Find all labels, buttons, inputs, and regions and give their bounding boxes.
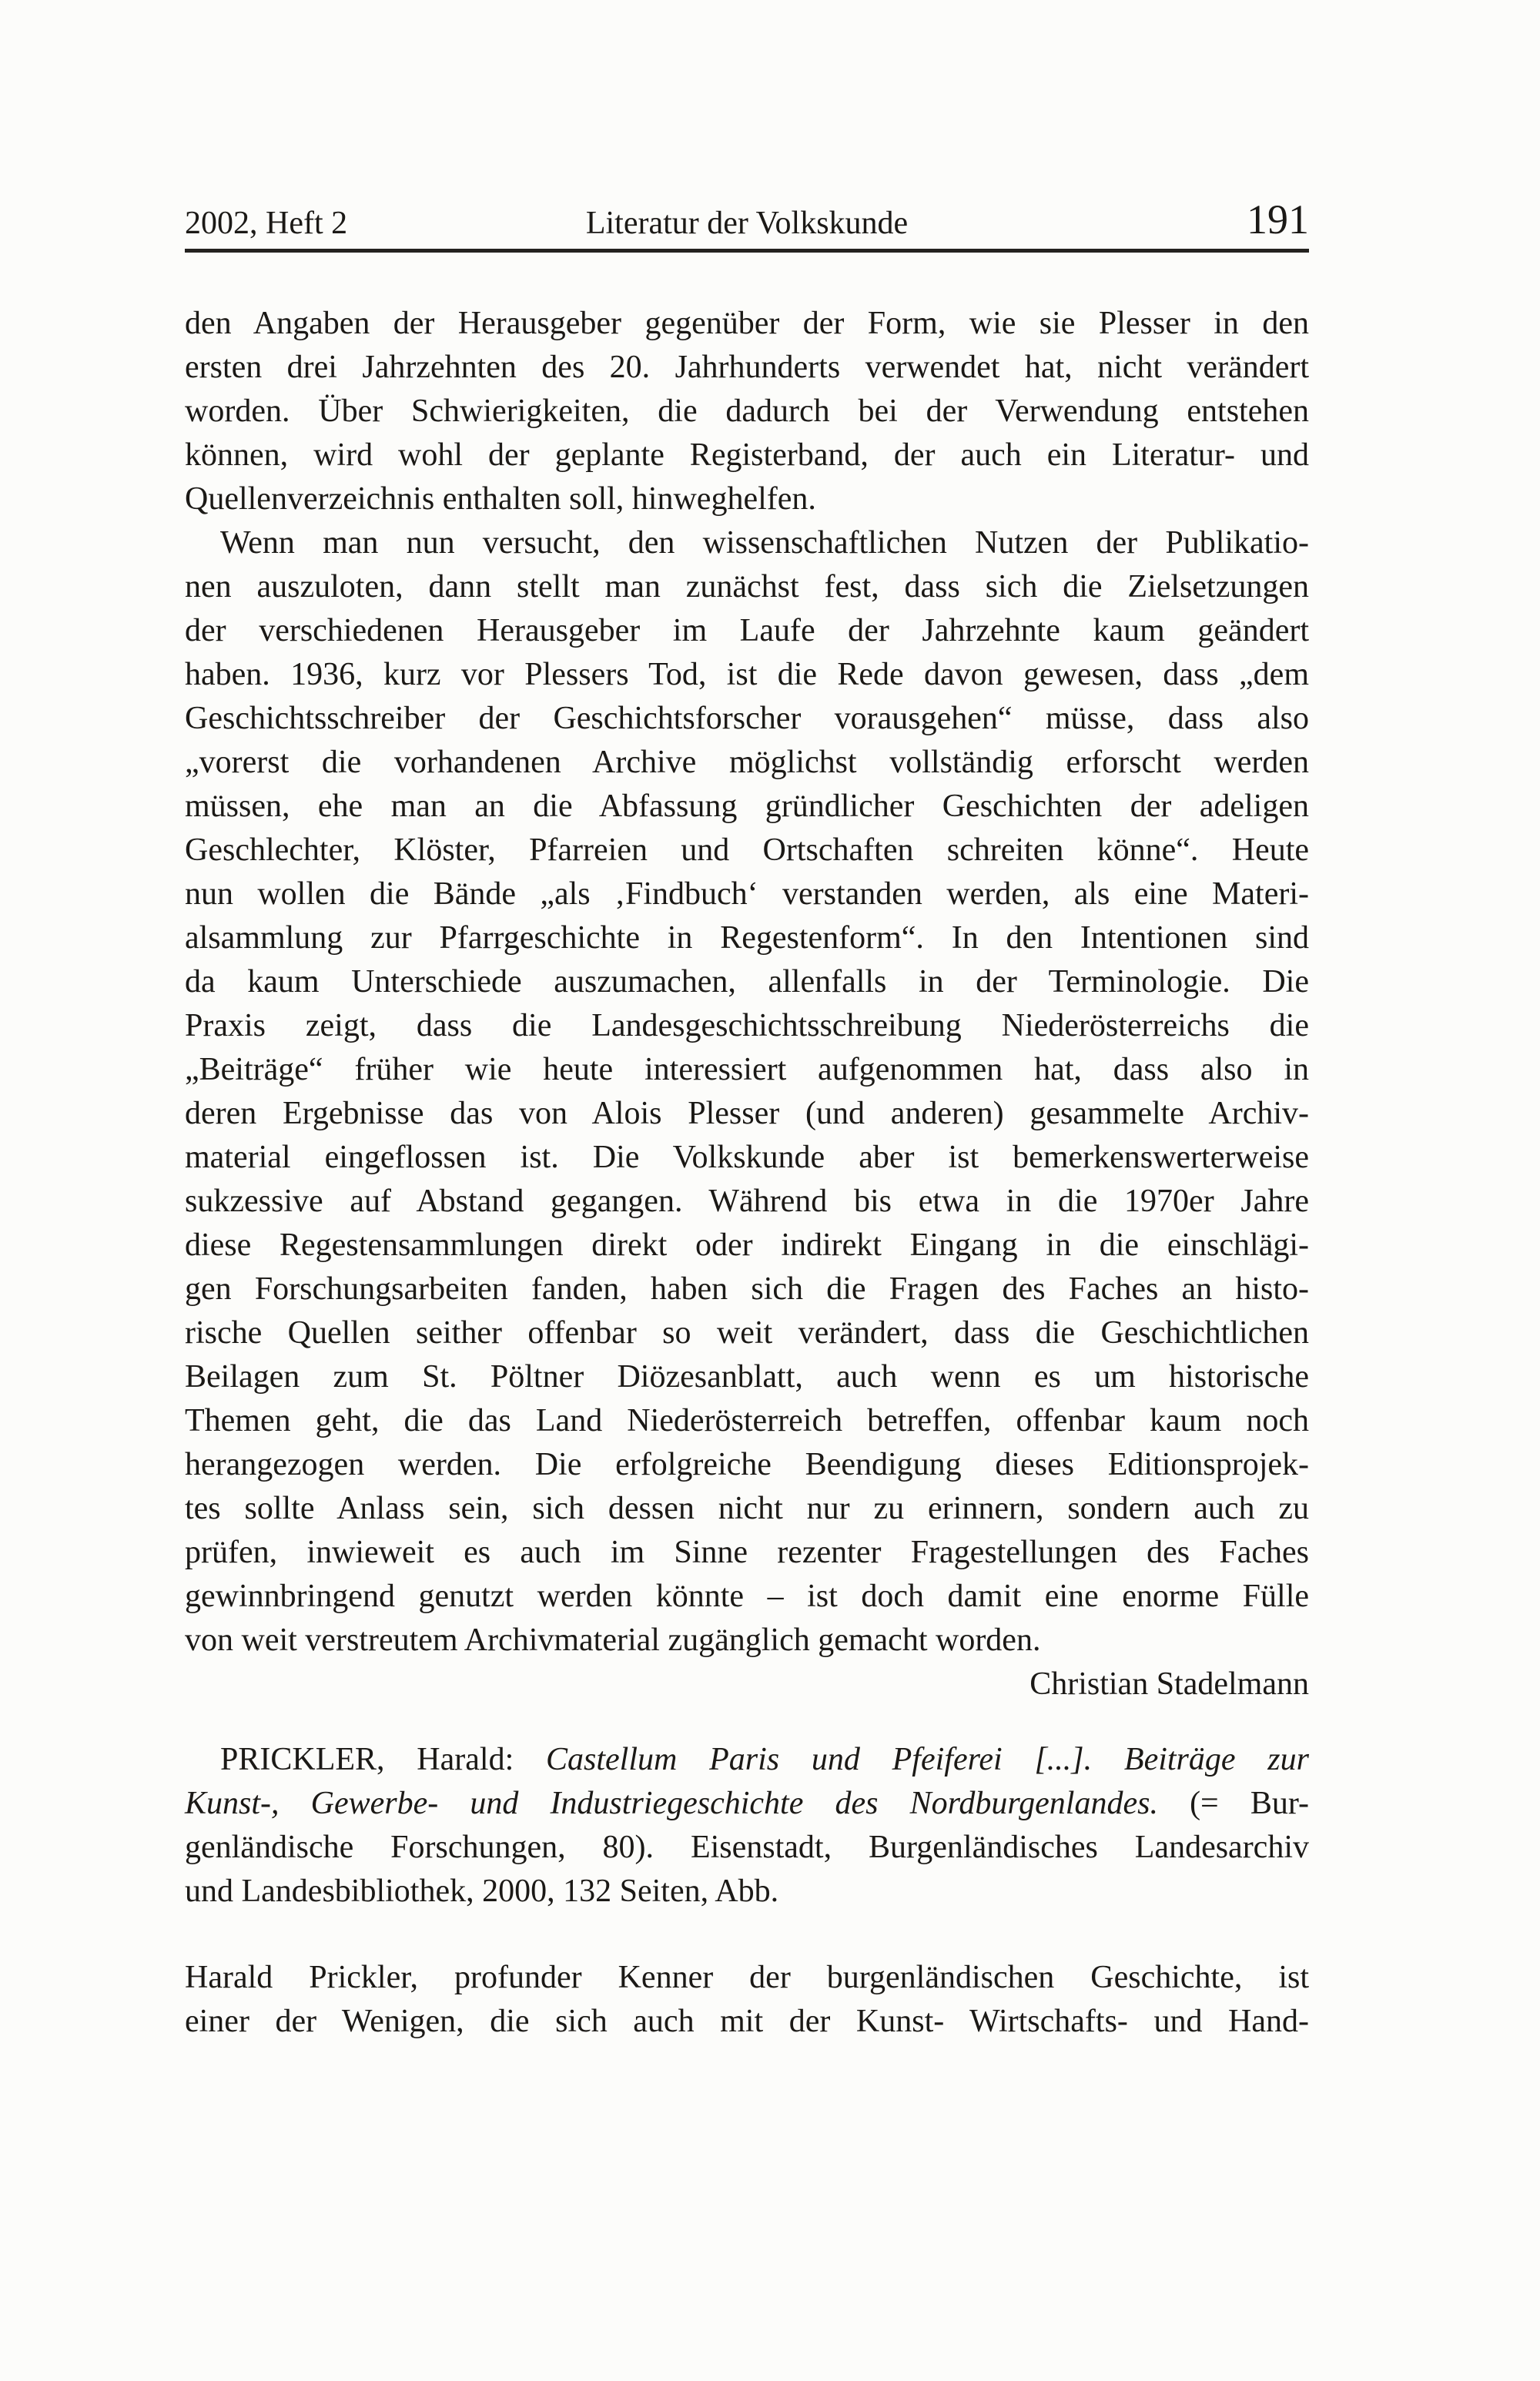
book-entry-line xyxy=(185,1782,1309,1826)
book-entry-title-part1: Castellum Paris und Pfeiferei [...]. Beiträge zur xyxy=(546,1742,1309,1777)
review-line: sukzessive auf Abstand gegangen. Während bis etwa in die 1970er Jahre xyxy=(185,1184,1309,1219)
review-line: material eingeflossen ist. Die Volkskunde aber ist bemerkenswerterweise xyxy=(185,1140,1309,1175)
book-entry-line: genländische Forschungen, 80). Eisenstadt, Burgenländisches Landesarchiv xyxy=(185,1830,1309,1865)
review-line: prüfen, inwieweit es auch im Sinne rezenter Fragestellungen des Faches xyxy=(185,1535,1309,1570)
review-line: da kaum Unterschiede auszumachen, allenfalls in der Terminologie. Die xyxy=(185,964,1309,1000)
book-entry-title-part2: Kunst-, Gewerbe- und Industriegeschichte des Nordburgenlandes. xyxy=(185,1786,1158,1821)
review-line: tes sollte Anlass sein, sich dessen nicht nur zu erinnern, sondern auch zu xyxy=(185,1491,1309,1526)
page-content xyxy=(185,196,1310,2044)
review-line: gewinnbringend genutzt werden könnte – ist doch damit eine enorme Fülle xyxy=(185,1579,1309,1614)
book-entry-line: und Landesbibliothek, 2000, 132 Seiten, Abb. xyxy=(185,1874,779,1909)
review-line: Themen geht, die das Land Niederösterreich betreffen, offenbar kaum noch xyxy=(185,1403,1309,1438)
header-rule xyxy=(185,249,1309,253)
next-review-line: einer der Wenigen, die sich auch mit der Kunst- Wirtschafts- und Hand- xyxy=(185,2004,1309,2039)
review-line: den Angaben der Herausgeber gegenüber der Form, wie sie Plesser in den xyxy=(185,306,1309,341)
review-line: Geschichtsschreiber der Geschichtsforscher vorausgehen“ müsse, dass also xyxy=(185,701,1309,736)
review-line: diese Regestensammlungen direkt oder indirekt Eingang in die einschlägi- xyxy=(185,1227,1309,1263)
running-head xyxy=(185,196,1310,243)
review-line: nen auszuloten, dann stellt man zunächst fest, dass sich die Zielsetzungen xyxy=(185,569,1309,604)
review-line: Geschlechter, Klöster, Pfarreien und Ortschaften schreiten könne“. Heute xyxy=(185,832,1309,868)
review-line: haben. 1936, kurz vor Plessers Tod, ist die Rede davon gewesen, dass „dem xyxy=(185,657,1309,692)
page-title: Literatur der Volkskunde xyxy=(585,206,909,241)
reviewer-signature: Christian Stadelmann xyxy=(1029,1666,1309,1702)
review-line: nun wollen die Bände „als ‚Findbuch‘ verstanden werden, als eine Materi- xyxy=(185,876,1309,912)
next-review-text xyxy=(185,1956,1309,2044)
review-line: Praxis zeigt, dass die Landesgeschichtsschreibung Niederösterreichs die xyxy=(185,1008,1309,1043)
next-review-line: Harald Prickler, profunder Kenner der burgenländischen Geschichte, ist xyxy=(185,1960,1309,1995)
issue-label: 2002, Heft 2 xyxy=(185,206,348,241)
book-entry xyxy=(185,1738,1309,1914)
review-line: Beilagen zum St. Pöltner Diözesanblatt, auch wenn es um historische xyxy=(185,1359,1309,1395)
review-line: müssen, ehe man an die Abfassung gründlicher Geschichten der adeligen xyxy=(185,789,1309,824)
book-entry-line xyxy=(185,1738,1309,1782)
review-line: worden. Über Schwierigkeiten, die dadurch bei der Verwendung entstehen xyxy=(185,393,1309,429)
review-line: alsammlung zur Pfarrgeschichte in Regestenform“. In den Intentionen sind xyxy=(185,920,1309,956)
review-line: Quellenverzeichnis enthalten soll, hinweghelfen. xyxy=(185,481,816,517)
book-entry-author: PRICKLER, Harald: xyxy=(220,1742,546,1777)
review-line: „vorerst die vorhandenen Archive möglichst vollständig erforscht werden xyxy=(185,745,1309,780)
review-line: deren Ergebnisse das von Alois Plesser (und anderen) gesammelte Archiv- xyxy=(185,1096,1309,1131)
review-line: herangezogen werden. Die erfolgreiche Beendigung dieses Editionsprojek- xyxy=(185,1447,1309,1482)
review-line: gen Forschungsarbeiten fanden, haben sich die Fragen des Faches an histo- xyxy=(185,1271,1309,1307)
review-line: Wenn man nun versucht, den wissenschaftlichen Nutzen der Publikatio- xyxy=(220,525,1309,561)
review-line: „Beiträge“ früher wie heute interessiert aufgenommen hat, dass also in xyxy=(185,1052,1309,1087)
book-entry-series-start: (= Bur- xyxy=(1157,1786,1309,1821)
page-number: 191 xyxy=(1247,196,1310,243)
review-line: rische Quellen seither offenbar so weit verändert, dass die Geschichtlichen xyxy=(185,1315,1309,1351)
review-line: ersten drei Jahrzehnten des 20. Jahrhunderts verwendet hat, nicht verändert xyxy=(185,350,1309,385)
review-text xyxy=(185,302,1309,1706)
review-line: von weit verstreutem Archivmaterial zugänglich gemacht worden. xyxy=(185,1622,1041,1658)
review-line: der verschiedenen Herausgeber im Laufe der Jahrzehnte kaum geändert xyxy=(185,613,1309,648)
review-line: können, wird wohl der geplante Registerband, der auch ein Literatur- und xyxy=(185,437,1309,473)
